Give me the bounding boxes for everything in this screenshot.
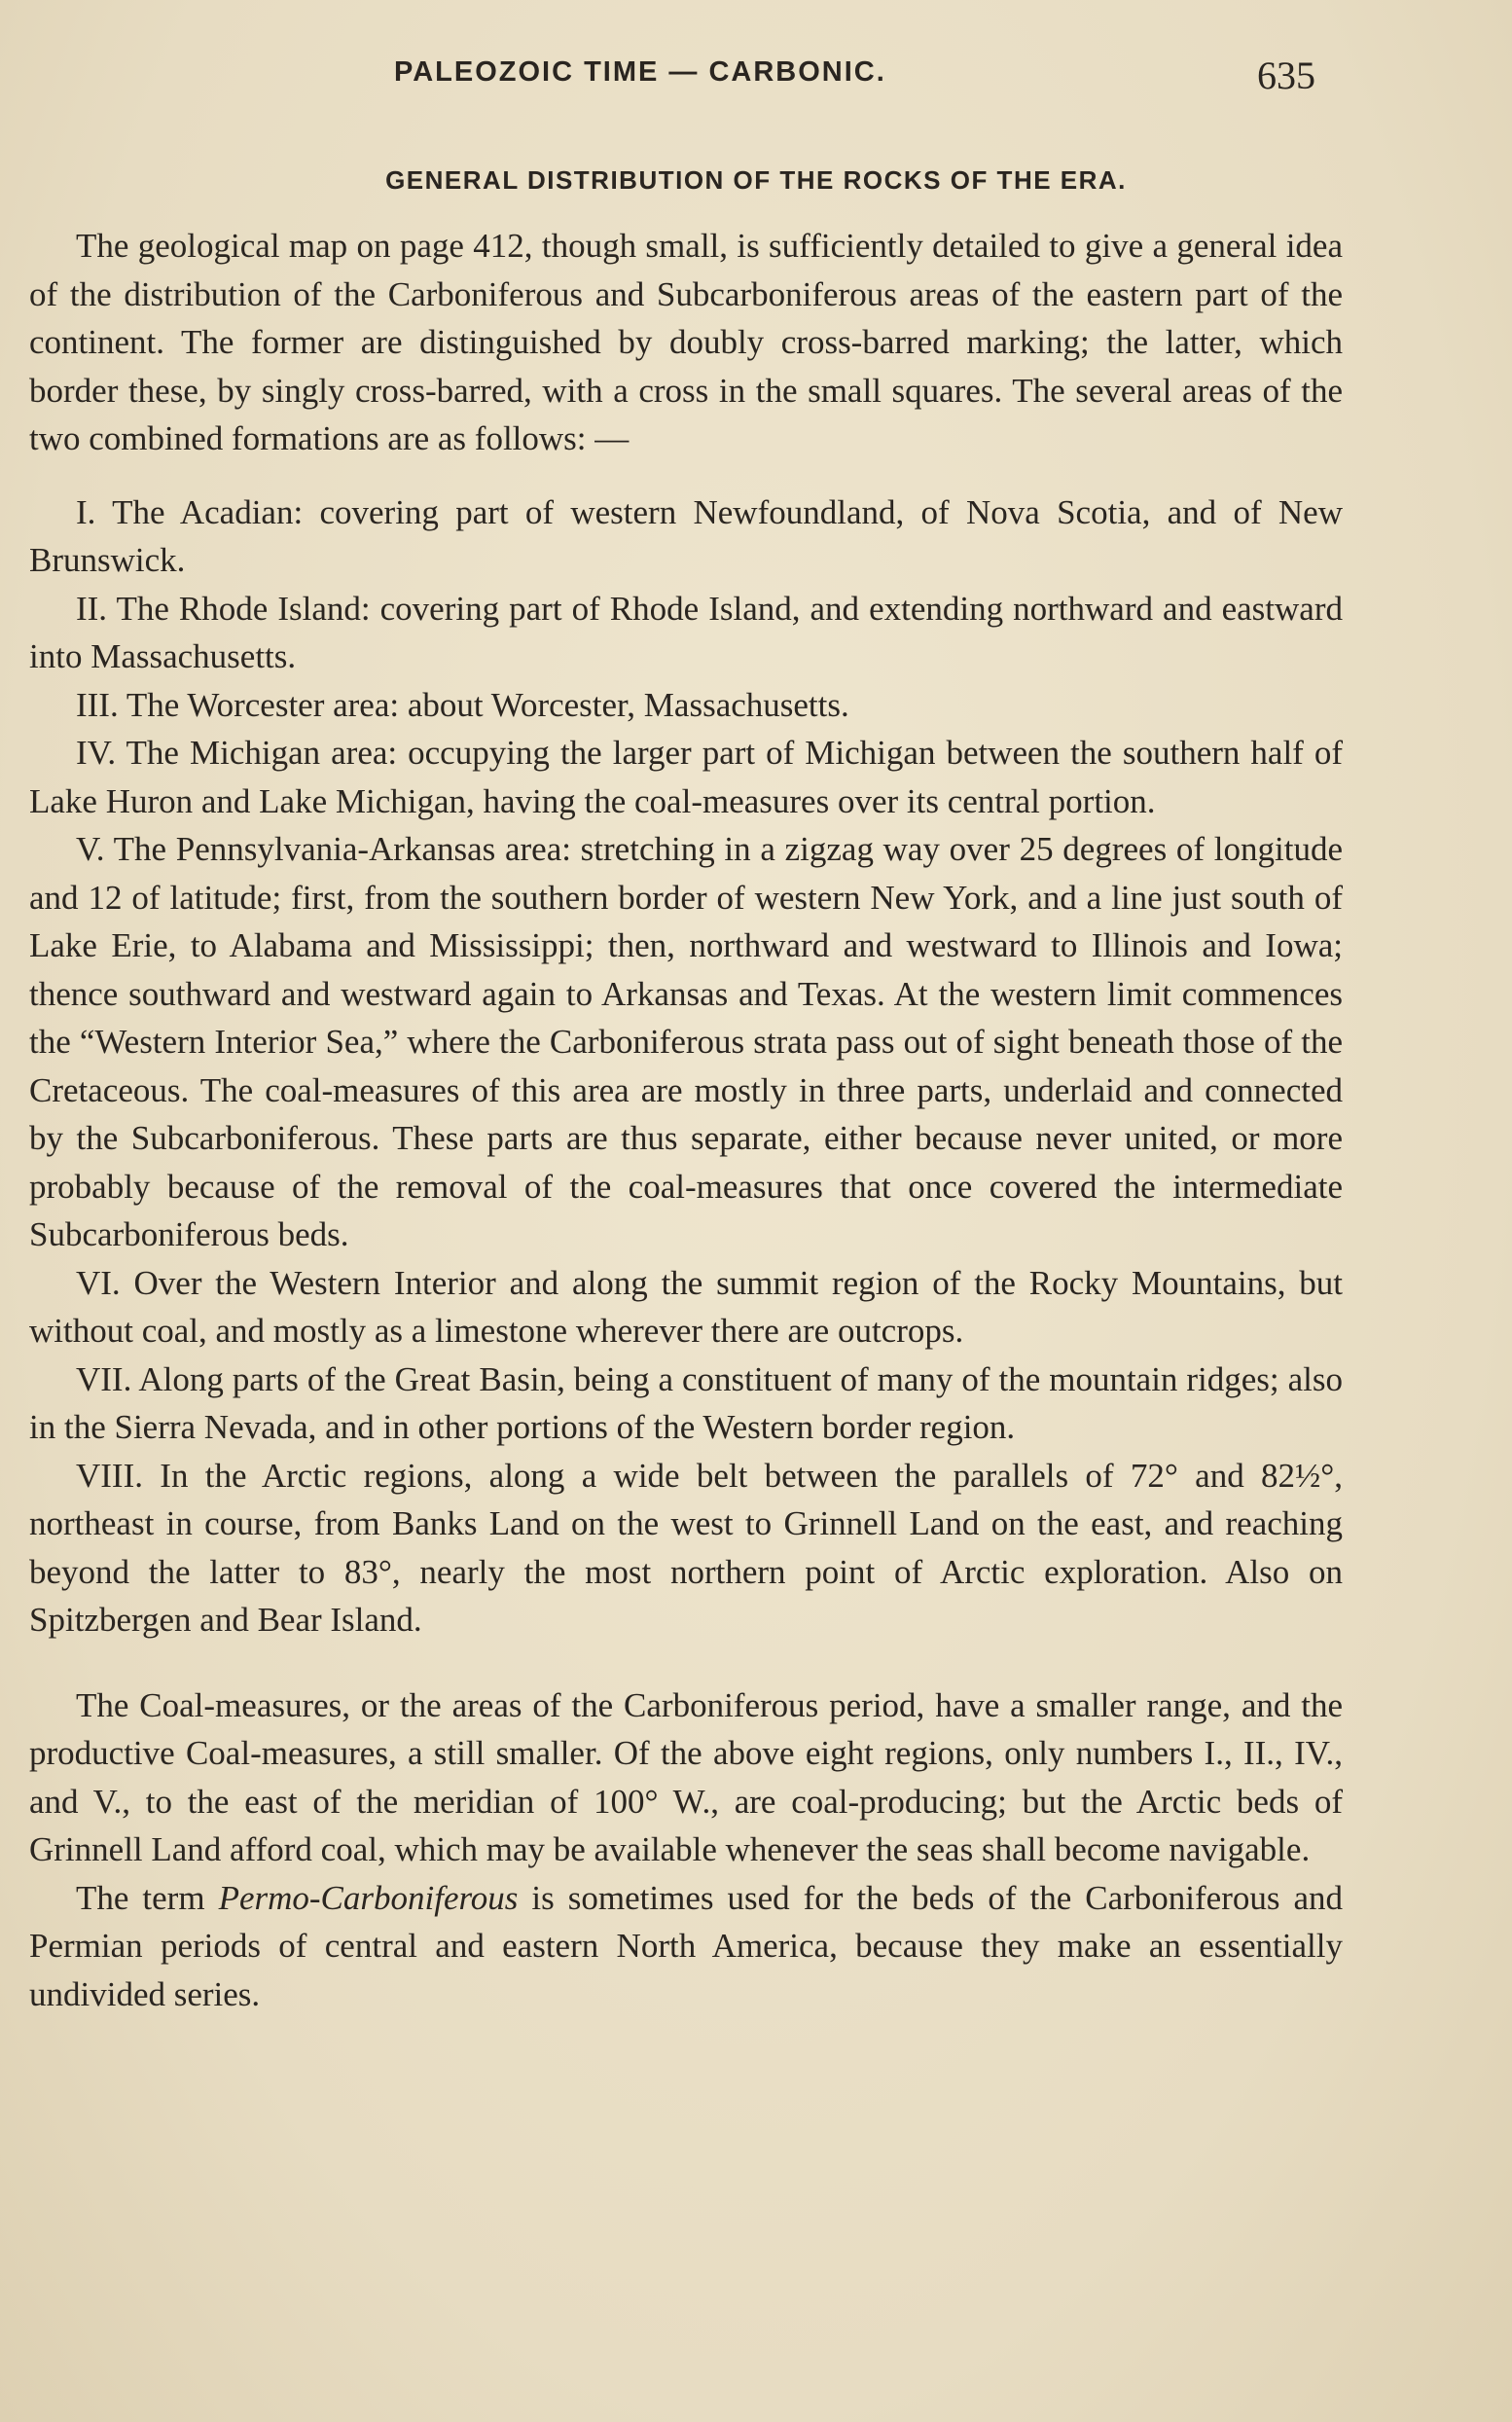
term-permo-carboniferous: Permo-Carboniferous [218,1878,519,1917]
page-number: 635 [1257,54,1315,97]
region-acadian: I. The Acadian: covering part of western Newfoundland, of Nova Scotia, and of New Brunswick. [29,492,1343,579]
term-intro-text: The term [76,1878,219,1917]
coal-measures-paragraph: The Coal-measures, or the areas of the Carboniferous period, have a smaller range, and the productive Coal-measures, a still smaller. Of the above eight regions, only numbers I., II., IV., and V., to the east of the meridian of 100° W., are coal-producing; but the Arctic beds of Grinnell Land afford coal, which may be available whenever the seas shall become navigable. [29,1685,1343,1868]
region-western-interior: VI. Over the Western Interior and along the summit region of the Rocky Mountains, but without coal, and mostly as a limestone wherever there are outcrops. [29,1263,1343,1350]
running-head-title: PALEOZOIC TIME — CARBONIC. [394,56,886,88]
running-head [0,56,1512,105]
region-worcester: III. The Worcester area: about Worcester, Massachusetts. [76,685,849,724]
region-rhode-island: II. The Rhode Island: covering part of Rhode Island, and extending northward and eastward into Massachusetts. [29,589,1343,675]
region-arctic: VIII. In the Arctic regions, along a wide belt between the parallels of 72° and 82½°, northeast in course, from Banks Land on the west to Grinnell Land on the east, and reaching beyond the latter to 83°, nearly the most northern point of Arctic exploration. Also on Spitzbergen and Bear Island. [29,1456,1343,1639]
region-michigan: IV. The Michigan area: occupying the larger part of Michigan between the southern half of Lake Huron and Lake Michigan, having the coal-measures over its central portion. [29,734,1343,820]
term-explanation-text: is sometimes used for the beds of the Carboniferous and Permian periods of central and eastern North America, because they make an essentially undivided series. [29,1878,1344,2013]
region-pennsylvania-arkansas: V. The Pennsylvania-Arkansas area: stretching in a zigzag way over 25 degrees of longitude and 12 of latitude; first, from the southern border of western New York, and a line just south of Lake Erie, to Alabama and Mississippi; then, northward and westward to Illinois and Iowa; thence southward and westward again to Arkansas and Texas. At the western limit commences the “Western Interior Sea,” where the Carboniferous strata pass out of sight beneath those of the Cretaceous. The coal-measures of this area are mostly in three parts, underlaid and connected by the Subcarboniferous. These parts are thus separate, either because never united, or more probably because of the removal of the coal-measures that once covered the intermediate Subcarboniferous beds. [29,830,1343,1253]
body-text [29,222,1343,2018]
permo-carboniferous-paragraph [29,1874,1343,2019]
section-title: GENERAL DISTRIBUTION OF THE ROCKS OF THE ERA. [385,165,1127,195]
intro-paragraph: The geological map on page 412, though small, is sufficiently detailed to give a general idea of the distribution of the Carboniferous and Subcarboniferous areas of the eastern part of the continent. The former are distinguished by doubly cross-barred marking; the latter, which border these, by singly cross-barred, with a cross in the small squares. The several areas of the two combined formations are as follows: — [29,227,1343,457]
region-great-basin: VII. Along parts of the Great Basin, being a constituent of many of the mountain ridges; also in the Sierra Nevada, and in other portions of the Western border region. [29,1359,1343,1446]
